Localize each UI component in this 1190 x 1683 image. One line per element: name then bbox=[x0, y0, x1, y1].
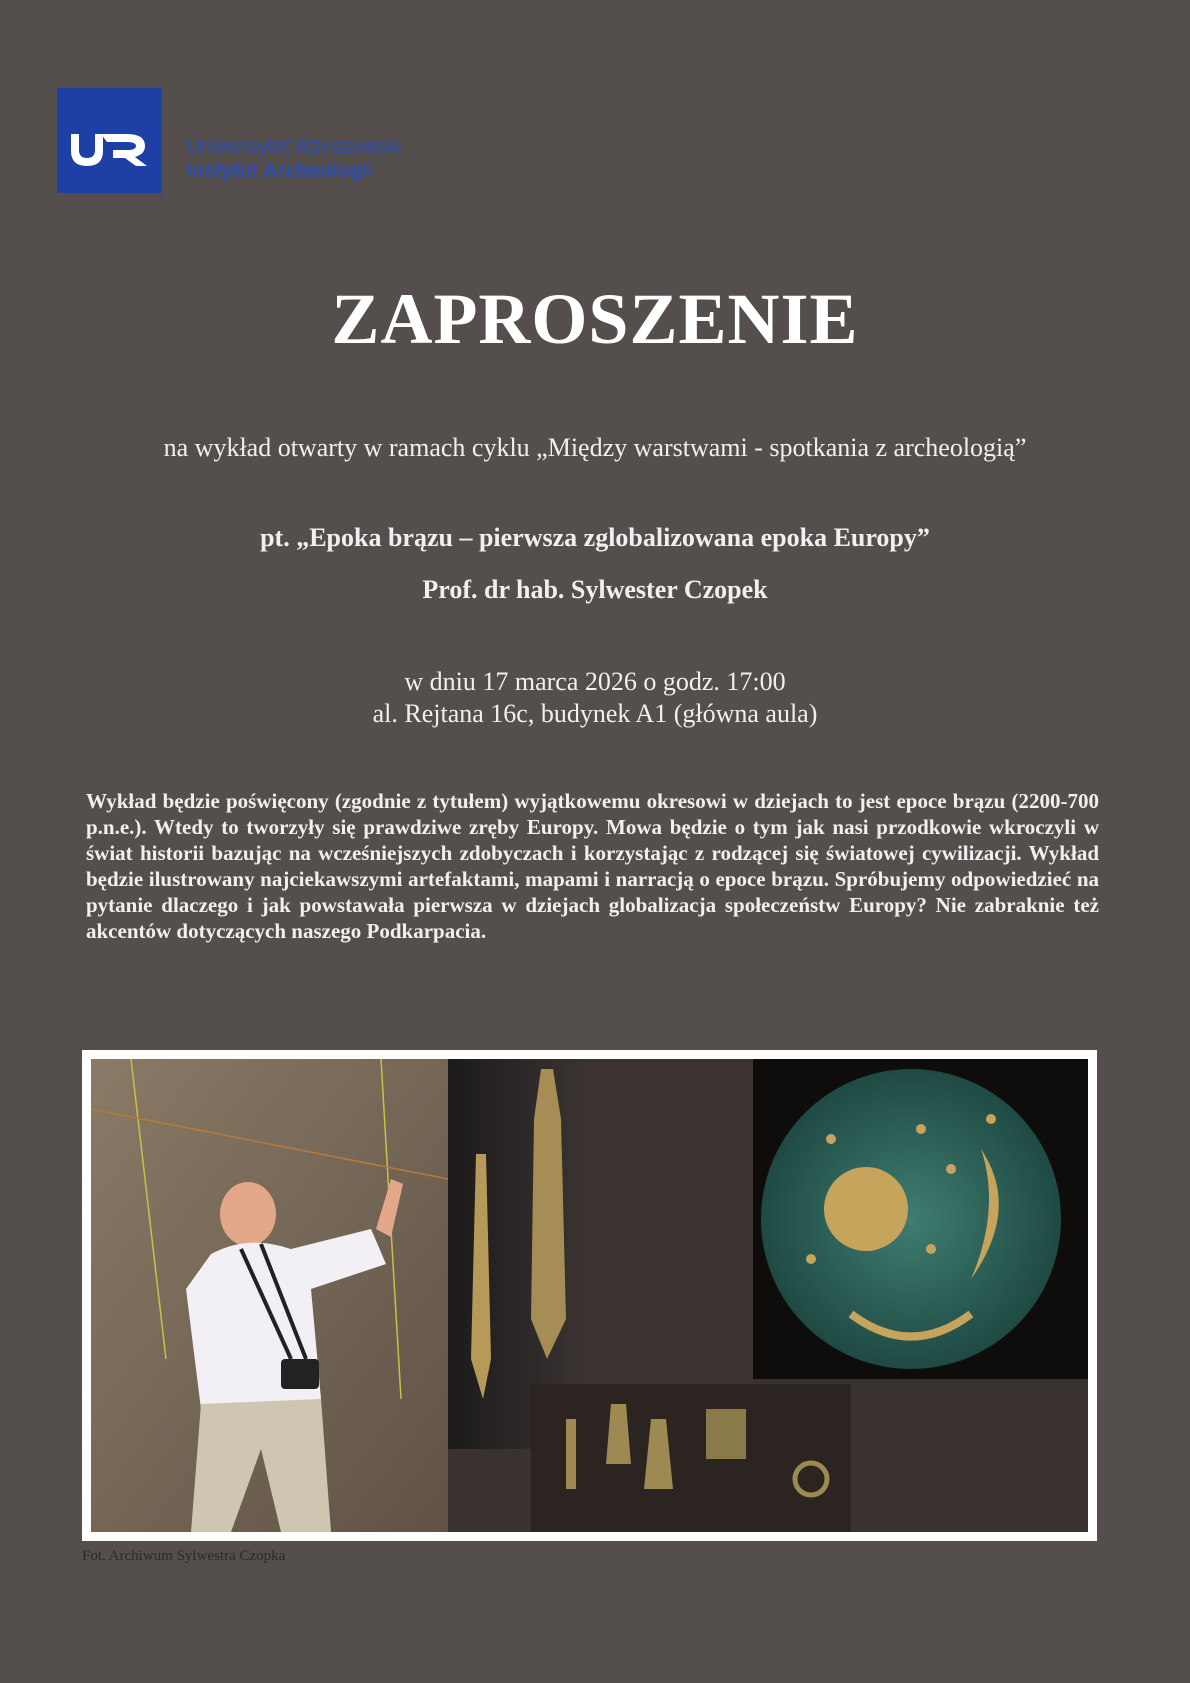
institution-name bbox=[186, 135, 402, 183]
event-location: al. Rejtana 16c, budynek A1 (główna aula) bbox=[372, 699, 818, 728]
event-date: w dniu 17 marca 2026 o godz. 17:00 bbox=[404, 667, 786, 696]
speaker-name: Prof. dr hab. Sylwester Czopek bbox=[422, 575, 768, 604]
lecture-description: Wykład będzie poświęcony (zgodnie z tytułem) wyjątkowemu okresowi w dziejach to jest epoce brązu (2200-700 p.n.e.). Wtedy to tworzyły się prawdziwe zręby Europy. Mowa będzie o tym jak nasi przodkowie wkroczyli w świat historii bazując na wcześniejszych zdobyczach i korzystając z rodzącej się światowej cywilizacji. Wykład będzie ilustrowany najciekawszymi artefaktami, mapami i narracją o epoce brązu. Spróbujemy odpowiedzieć na pytanie dlaczego i jak powstawała pierwsza w dziejach globalizacja społeczeństw Europy? Nie zabraknie też akcentów dotyczących naszego Podkarpacia. bbox=[86, 789, 1099, 943]
lecture-title: pt. „Epoka brązu – pierwsza zglobalizowana epoka Europy” bbox=[260, 523, 930, 552]
lecture-series: na wykład otwarty w ramach cyklu „Między warstwami - spotkania z archeologią” bbox=[163, 433, 1027, 462]
event-details bbox=[0, 666, 1190, 730]
bronze-artifacts-photo bbox=[531, 1384, 851, 1532]
sky-disc-photo bbox=[753, 1059, 1088, 1379]
university-name: Uniwersytet Rzeszowski bbox=[186, 136, 402, 158]
archaeologist-photo bbox=[91, 1059, 448, 1532]
institute-name: Instytut Archeologii bbox=[186, 160, 374, 182]
university-logo bbox=[57, 88, 162, 193]
invitation-title: ZAPROSZENIE bbox=[331, 279, 859, 359]
ur-logo-icon bbox=[57, 88, 162, 193]
photo-collage bbox=[82, 1050, 1097, 1541]
collage-image bbox=[91, 1059, 1088, 1532]
photo-caption: Fot. Archiwum Sylwestra Czopka bbox=[82, 1548, 286, 1564]
